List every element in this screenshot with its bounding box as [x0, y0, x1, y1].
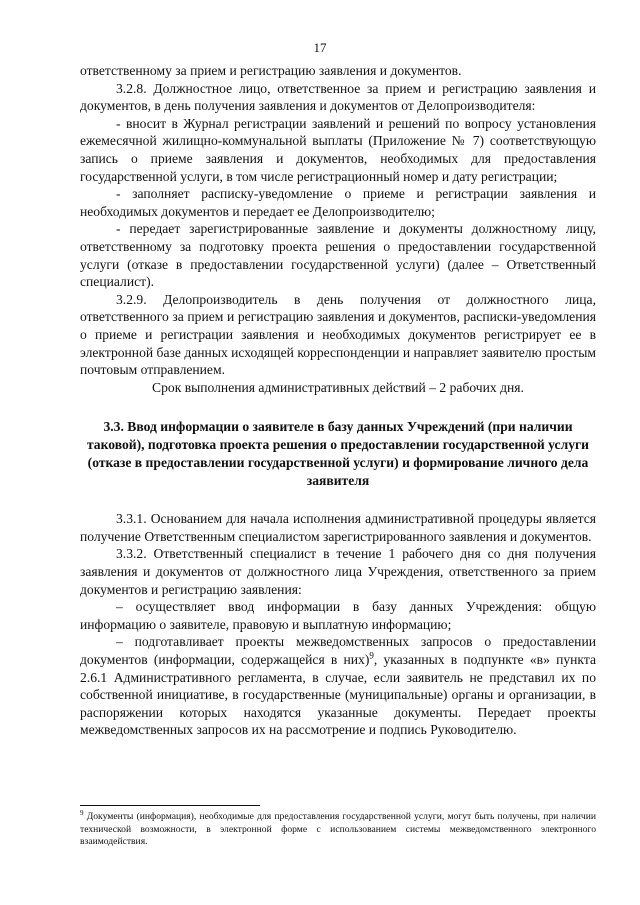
deadline-line: Срок выполнения административных действий – 2 рабочих дня. — [152, 379, 524, 395]
footnote-marker: 9 — [80, 808, 84, 817]
section-heading: 3.3. Ввод информации о заявителе в базу данных Учреждений (при наличии таковой), подготовка проекта решения о предоставлении государственной услуги (отказе в предоставлении государственной услуги) и формирование личного дела заявителя — [86, 419, 590, 489]
footnote-divider — [80, 805, 260, 806]
list-item — [80, 633, 596, 739]
paragraph: 3.2.8. Должностное лицо, ответственное за прием и регистрацию заявления и документов, в день получения заявления и документов от Делопроизводителя: — [80, 80, 596, 114]
list-item-text: – подготавливает проекты межведомственных запросов о предоставлении документов (информации, содержащейся в них) — [80, 634, 596, 668]
list-item-text: , указанных в подпункте «в» пункта 2.6.1 Административного регламента, в случае, если заявитель не представил их по собственной инициативе, в государственные (муниципальные) органы и организации, в распоряжении которых находятся указанные документы. Передает проекты межведомственных запросов их на рассмотрение и подпись Руководителю. — [80, 652, 596, 738]
footnote-ref[interactable]: 9 — [369, 650, 374, 661]
paragraph: 3.3.1. Основанием для начала исполнения административной процедуры является получение Ответственным специалистом зарегистрированного заявления и документов. — [80, 511, 596, 544]
list-item: - вносит в Журнал регистрации заявлений и решений по вопросу установления ежемесячной жилищно-коммунальной выплаты (Приложение № 7) соответствующую запись о приеме заявления и документов, необходимых для предоставления государственной услуги, в том числе регистрационный номер и дату регистрации; — [80, 115, 596, 184]
footnote — [80, 808, 596, 849]
list-item: - передает зарегистрированные заявление и документы должностному лицу, ответственному за подготовку проекта решения о предоставлении государственной услуги (отказе в предоставлении государственной услуги) (далее – Ответственный специалист). — [80, 221, 596, 290]
footnote-text: Документы (информация), необходимые для предоставления государственной услуги, могут быть получены, при наличии технической возможности, в электронной форме с использованием системы межведомственного электронного взаимодействия. — [80, 811, 596, 848]
paragraph: ответственному за прием и регистрацию заявления и документов. — [80, 63, 462, 78]
document-body — [80, 62, 596, 739]
list-item: – осуществляет ввод информации в базу данных Учреждения: общую информацию о заявителе, правовую и выплатную информацию; — [80, 599, 596, 632]
paragraph: 3.3.2. Ответственный специалист в течение 1 рабочего дня со дня получения заявления и документов от должностного лица Учреждения, ответственного за прием документов и регистрацию заявления: — [80, 546, 596, 597]
paragraph: 3.2.9. Делопроизводитель в день получения от должностного лица, ответственного за прием и регистрацию заявления и документов, расписки-уведомления о приеме и регистрации заявления и необходимых документов регистрирует ее в электронной базе данных исходящей корреспонденции и направляет заявителю простым почтовым отправлением. — [80, 291, 596, 378]
page-number: 17 — [313, 40, 327, 55]
list-item: - заполняет расписку-уведомление о приеме и регистрации заявления и необходимых документов и передает ее Делопроизводителю; — [80, 186, 596, 219]
